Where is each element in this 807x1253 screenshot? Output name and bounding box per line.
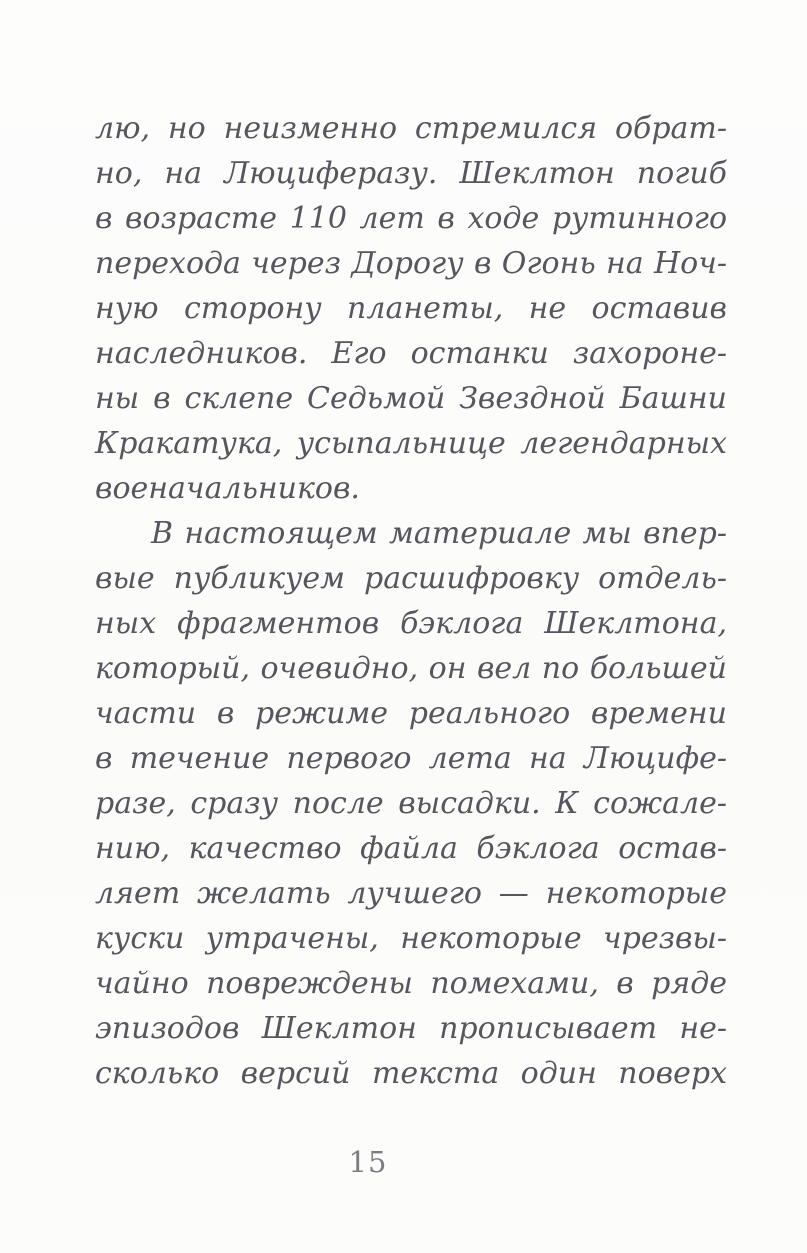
text-line: чайно повреждены помехами, в ряде: [95, 966, 727, 1001]
text-line: в течение первого лета на Люцифе-: [95, 741, 727, 776]
text-line: в возрасте 110 лет в ходе рутинного: [95, 201, 727, 236]
text-line: ных фрагментов бэклога Шеклтона,: [95, 606, 727, 641]
text-line: который, очевидно, он вел по большей: [95, 651, 727, 686]
text-line: Кракатука, усыпальнице легендарных: [95, 426, 727, 461]
text-line: вые публикуем расшифровку отдель-: [95, 561, 727, 596]
text-line: ны в склепе Седьмой Звездной Башни: [95, 381, 727, 416]
text-line: разе, сразу после высадки. К сожале-: [95, 786, 727, 821]
text-line: сколько версий текста один поверх: [95, 1056, 727, 1091]
text-line: В настоящем материале мы впер-: [151, 516, 727, 551]
text-line: ляет желать лучшего — некоторые: [95, 876, 727, 911]
text-line: перехода через Дорогу в Огонь на Ноч-: [95, 246, 727, 281]
text-line: части в режиме реального времени: [95, 696, 727, 731]
text-line: эпизодов Шеклтон прописывает не-: [95, 1011, 727, 1046]
text-line: куски утрачены, некоторые чрезвы-: [95, 921, 727, 956]
text-line: но, на Люциферазу. Шеклтон погиб: [95, 156, 727, 191]
text-line: нию, качество файла бэклога остав-: [95, 831, 727, 866]
text-line: наследников. Его останки захороне-: [95, 336, 727, 371]
page-number: 15: [348, 1145, 388, 1179]
text-line: ную сторону планеты, не оставив: [95, 291, 727, 326]
text-block: [95, 106, 727, 1096]
text-line: лю, но неизменно стремился обрат-: [95, 111, 727, 146]
text-line: военачальников.: [95, 471, 360, 506]
